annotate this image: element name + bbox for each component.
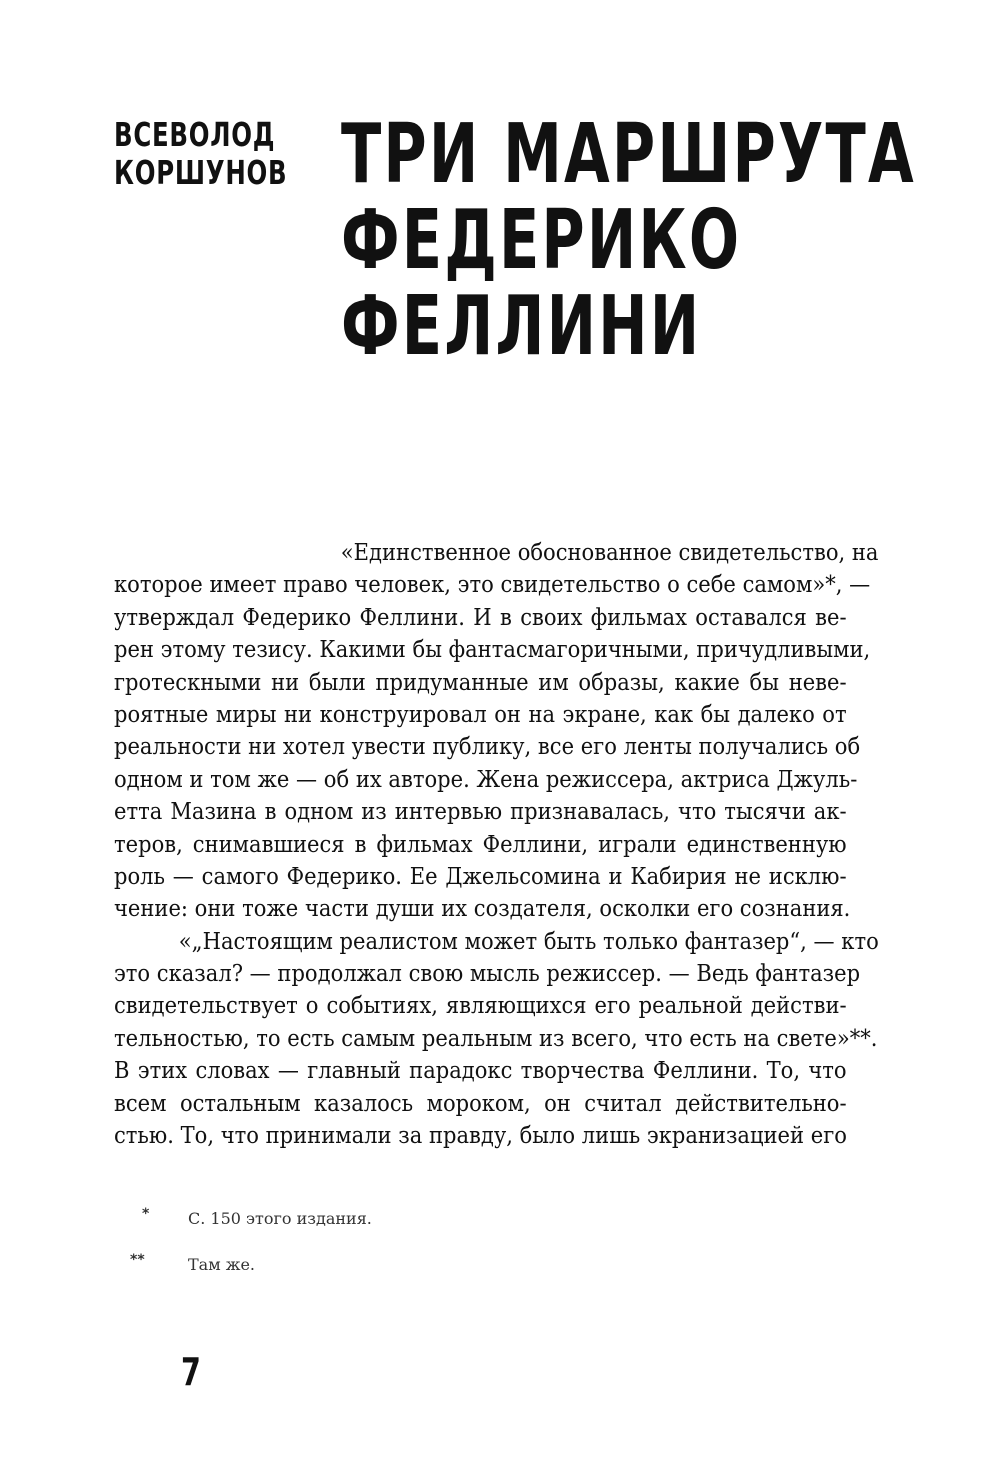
- footnote-text: С. 150 этого издания.: [188, 1209, 372, 1228]
- text-line: утверждал Федерико Феллини. И в своих фильмах оставался ве-: [114, 602, 847, 631]
- text-line: роятные миры ни конструировал он на экране, как бы далеко от: [114, 699, 847, 728]
- text-line: етта Мазина в одном из интервью признавалась, что тысячи ак-: [114, 797, 847, 826]
- page-number: 7: [181, 1350, 201, 1394]
- text-line: всем остальным казалось мороком, он считал действительно-: [114, 1088, 847, 1117]
- text-line: чение: они тоже части души их создателя, осколки его сознания.: [114, 894, 851, 923]
- chapter-title-line: ФЕЛЛИНИ: [341, 279, 702, 374]
- author-first-name: ВСЕВОЛОД: [114, 115, 276, 154]
- text-line: гротескными ни были придуманные им образы, какие бы неве-: [114, 667, 847, 696]
- author-last-name: КОРШУНОВ: [114, 153, 288, 192]
- text-line: «„Настоящим реалистом может быть только фантазер“, — кто: [178, 926, 879, 955]
- text-line: В этих словах — главный парадокс творчества Феллини. То, что: [114, 1056, 847, 1085]
- text-line: тельностью, то есть самым реальным из всего, что есть на свете»**.: [114, 1023, 878, 1052]
- text-line: теров, снимавшиеся в фильмах Феллини, играли единственную: [114, 829, 847, 858]
- chapter-title-line: ТРИ МАРШРУТА: [341, 107, 916, 202]
- chapter-title-line: ФЕДЕРИКО: [341, 193, 742, 288]
- text-line: свидетельствует о событиях, являющихся его реальной действи-: [114, 991, 847, 1020]
- text-line: это сказал? — продолжал свою мысль режиссер. — Ведь фантазер: [114, 959, 861, 988]
- text-line: роль — самого Федерико. Ее Джельсомина и Кабирия не исклю-: [114, 861, 847, 890]
- footnote-text: Там же.: [188, 1255, 256, 1274]
- footnote-marker: **: [130, 1252, 145, 1268]
- chapter-title: [341, 107, 916, 374]
- text-line: одном и том же — об их авторе. Жена режиссера, актриса Джуль-: [114, 764, 858, 793]
- text-line: реальности ни хотел увести публику, все его ленты получались об: [114, 732, 861, 761]
- text-line: стью. То, что принимали за правду, было лишь экранизацией его: [114, 1121, 847, 1150]
- author-name: [114, 115, 288, 192]
- text-line: которое имеет право человек, это свидетельство о себе самом»*, —: [114, 570, 871, 599]
- text-line: рен этому тезису. Какими бы фантасмагоричными, причудливыми,: [114, 635, 871, 664]
- footnote-marker: *: [142, 1206, 150, 1222]
- text-line: «Единственное обоснованное свидетельство, на: [340, 538, 879, 566]
- body-text: [114, 536, 879, 1151]
